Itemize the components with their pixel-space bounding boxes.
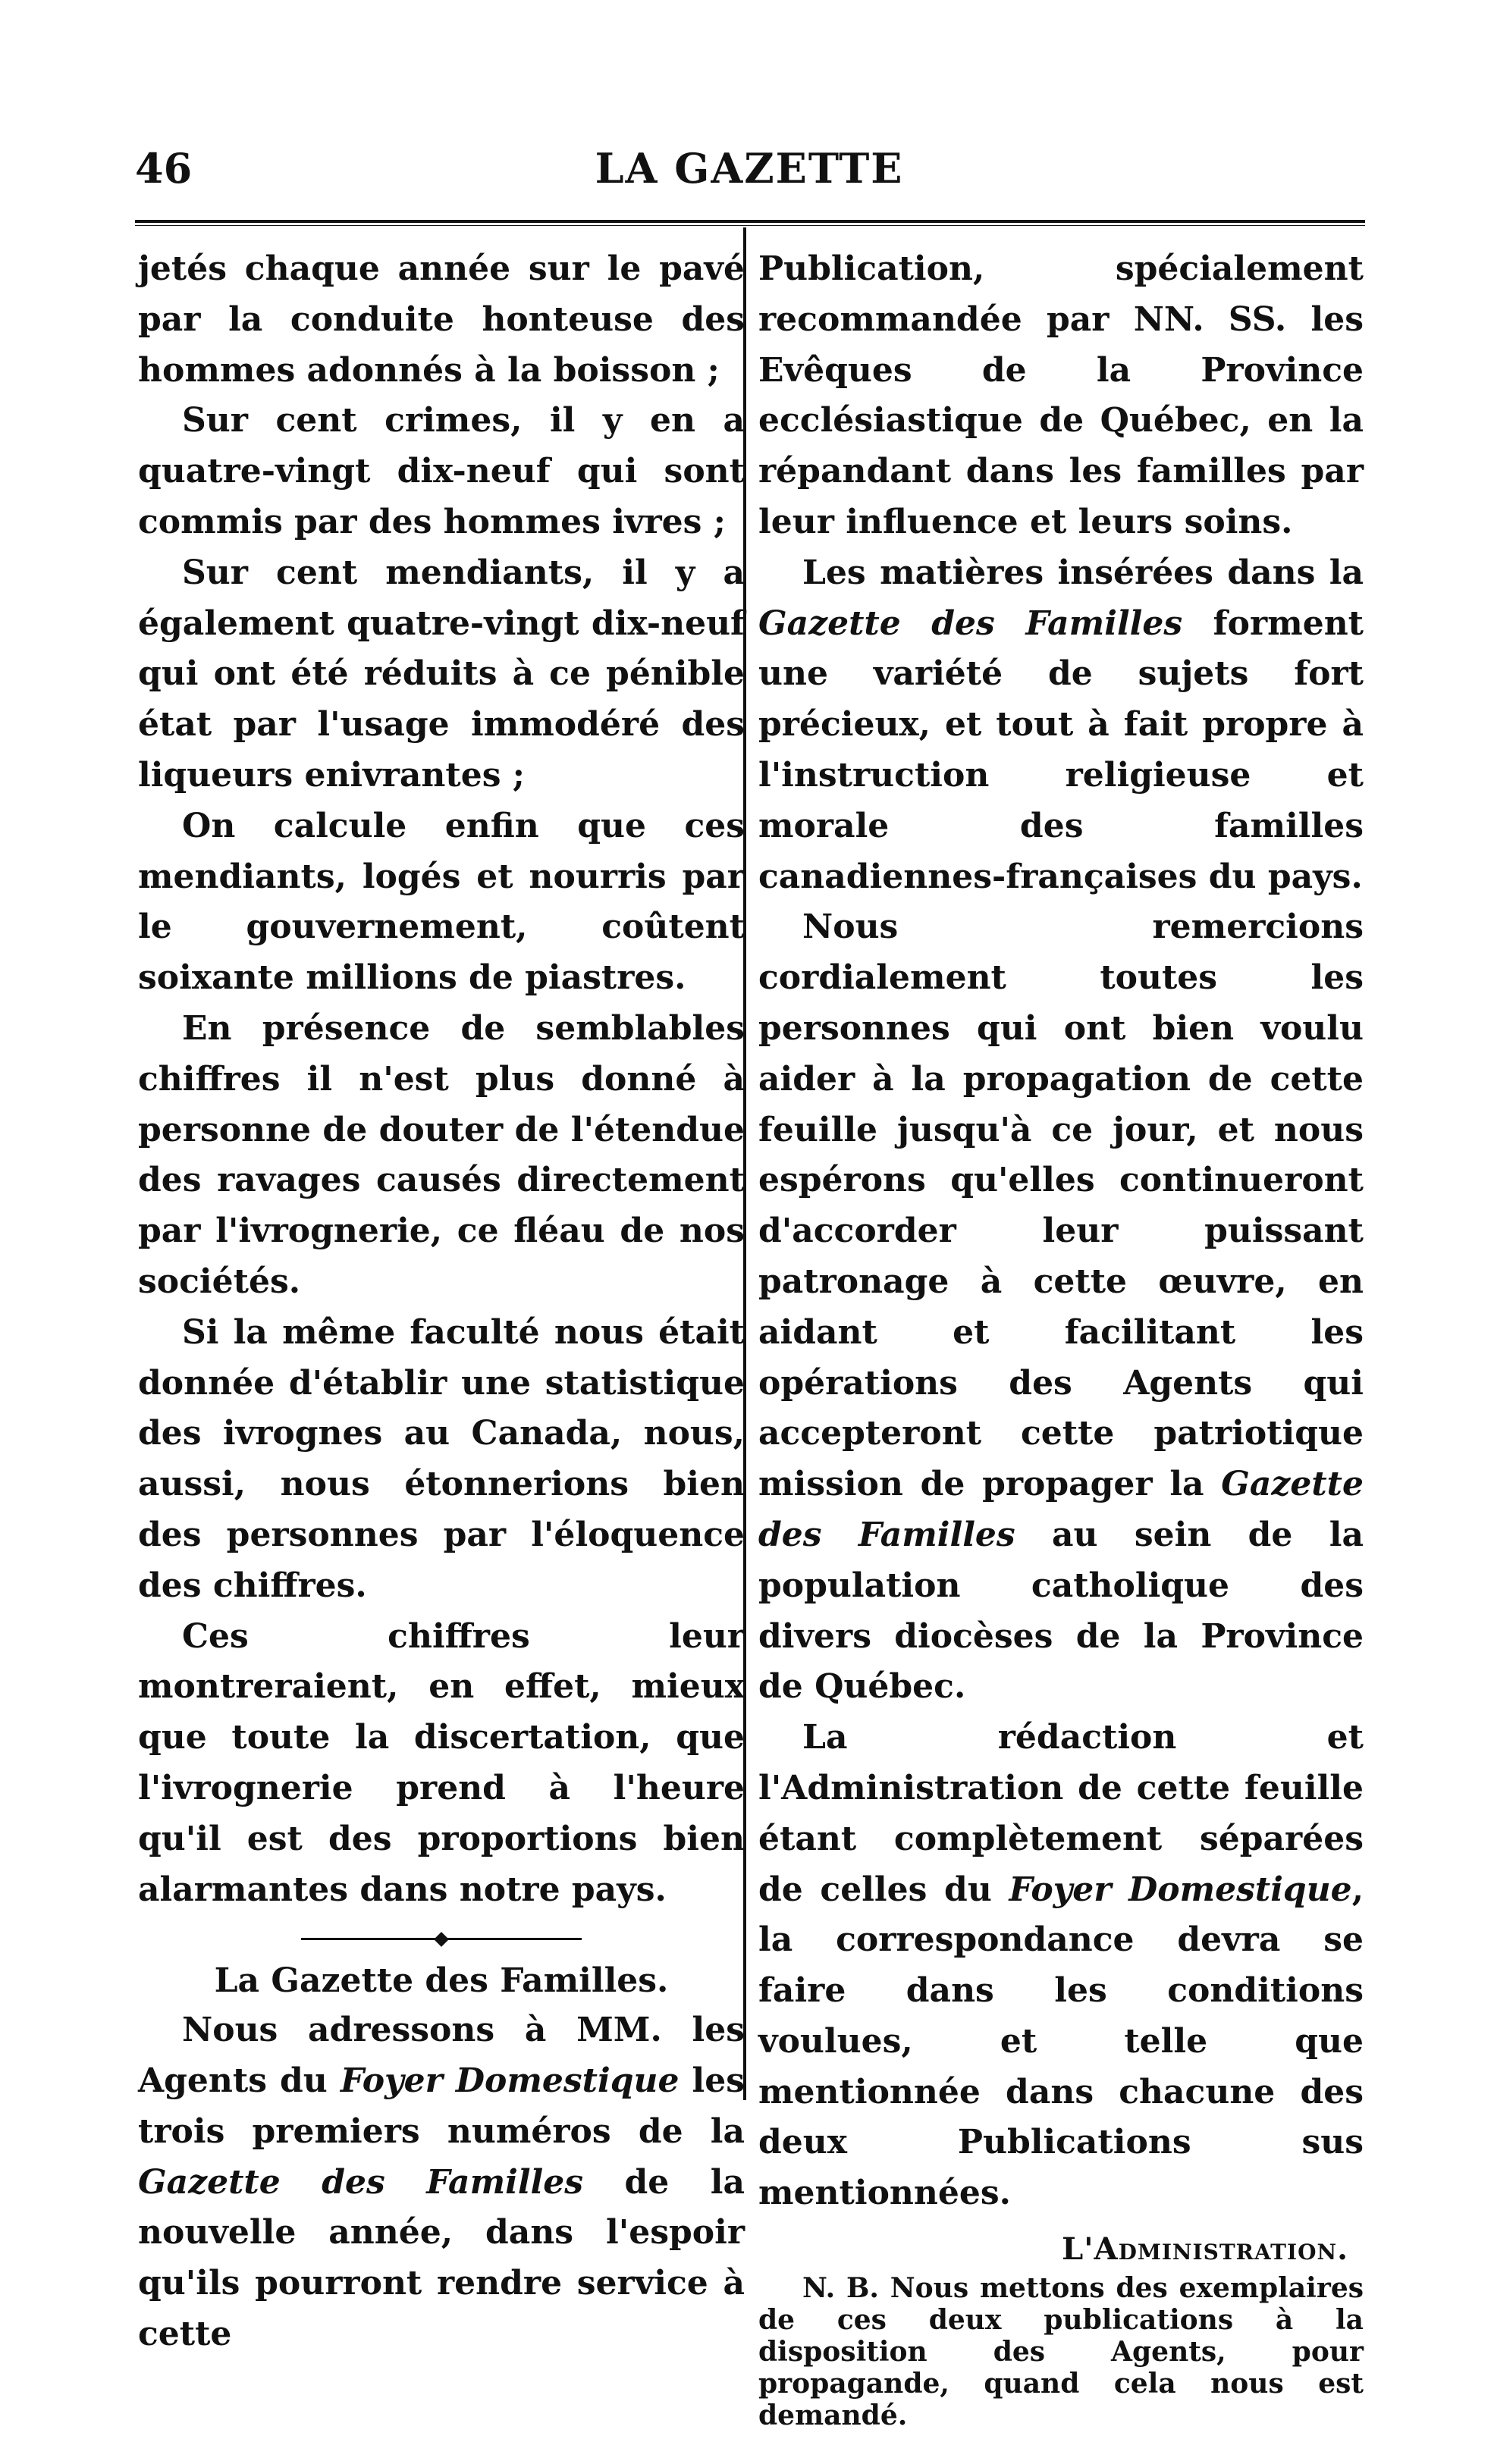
text-run: Nous remercions cordialement toutes les personnes qui ont bien voulu aider à la propagation de cette feuille jusqu'à ce jour, et nous espérons qu'elles continueront d'accorder leur puissant patronage à cette œuvre, en aidant et facilitant les opérations des Agents qui accepteront cette patriotique mission de propager la <box>758 908 1364 1504</box>
text-run: La rédaction et l'Administration de cette feuille étant complètement séparées de celles du <box>758 1718 1364 1909</box>
section-title: La Gazette des Familles. <box>214 1961 669 2001</box>
paragraph <box>138 2005 745 2360</box>
signature: L'Administration. <box>1062 2231 1348 2268</box>
text-run: forment une variété de sujets fort précieux, et tout à fait propre à l'instruction religieuse et morale des familles canadiennes-françaises du pays. <box>758 603 1364 896</box>
page-number: 46 <box>135 144 193 193</box>
publication-name: Foyer Domestique <box>340 2061 680 2101</box>
publication-name: Foyer Domestique <box>1009 1870 1352 1909</box>
text-run: Les matières insérées dans la <box>802 553 1364 592</box>
text-run: , la correspondance devra se faire dans les conditions voulues, et telle que mentionnée dans chacune des deux Publications sus mentionnées. <box>758 1870 1364 2213</box>
text-run: au sein de la population catholique des divers diocèses de la Province de Québec. <box>758 1515 1364 1707</box>
paragraph: Ces chiffres leur montreraient, en effet, mieux que toute la discertation, que l'ivrognerie prend à l'heure qu'il est des proportions bien alarmantes dans notre pays. <box>138 1616 745 1909</box>
text-run: de la nouvelle année, dans l'espoir qu'ils pourront rendre service à cette <box>138 2162 745 2354</box>
section-divider <box>301 1938 582 1940</box>
header-rule <box>135 220 1365 226</box>
text-run: les trois premiers numéros de la <box>138 2061 745 2151</box>
paragraph <box>758 902 1364 1713</box>
paragraph: Publication, spécialement recommandée par NN. SS. les Evêques de la Province ecclésiastique de Québec, en la répandant dans les familles par leur influence et leurs soins. <box>758 249 1364 541</box>
paragraph <box>758 1713 1364 2219</box>
left-column <box>138 244 745 2360</box>
paragraph: Si la même faculté nous était donnée d'établir une statistique des ivrognes au Canada, nous, aussi, nous étonnerions bien des personnes par l'éloquence des chiffres. <box>138 1312 745 1605</box>
page-header <box>135 144 1364 197</box>
paragraph: On calcule enfin que ces mendiants, logés et nourris par le gouvernement, coûtent soixante millions de piastres. <box>138 806 745 998</box>
publication-name: Gazette des Familles <box>758 603 1183 643</box>
paragraph: Sur cent mendiants, il y a également quatre-vingt dix-neuf qui ont été réduits à ce pénible état par l'usage immodéré des liqueurs enivrantes ; <box>138 553 745 795</box>
paragraph: Sur cent crimes, il y en a quatre-vingt dix-neuf qui sont commis par des hommes ivres ; <box>138 401 745 541</box>
publication-name: Gazette des Familles <box>138 2162 584 2202</box>
publication-name: Gazette des Familles <box>758 1465 1364 1554</box>
right-column <box>758 244 1364 2431</box>
paragraph: jetés chaque année sur le pavé par la conduite honteuse des hommes adonnés à la boisson ; <box>138 249 745 390</box>
paragraph <box>758 548 1364 903</box>
footnote: N. B. Nous mettons des exemplaires de ces deux publications à la disposition des Agents, pour propagande, quand cela nous est demandé. <box>758 2272 1364 2432</box>
running-title: LA GAZETTE <box>595 144 904 193</box>
text-run: Nous adressons à MM. les Agents du <box>138 2011 745 2101</box>
paragraph: En présence de semblables chiffres il n'est plus donné à personne de douter de l'étendue des ravages causés directement par l'ivrognerie, ce fléau de nos sociétés. <box>138 1008 745 1301</box>
